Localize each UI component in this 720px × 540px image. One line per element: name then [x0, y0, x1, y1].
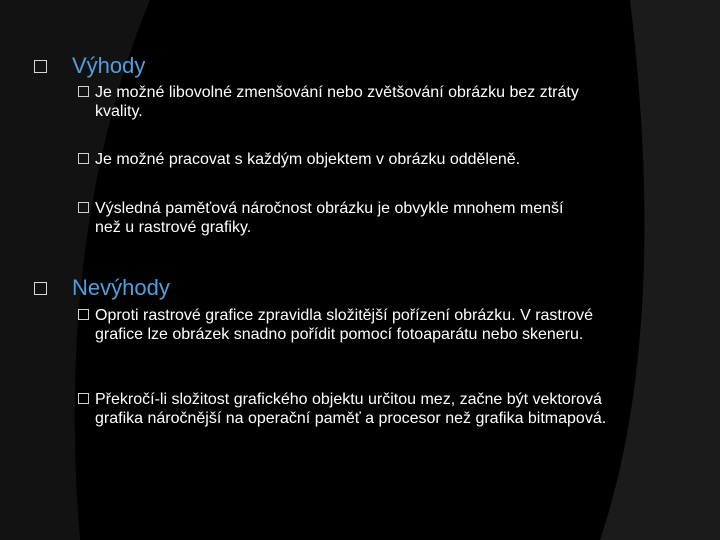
item-bullet-icon: [78, 393, 89, 404]
item-bullet-icon: [78, 309, 89, 320]
section-bullet-icon: [34, 282, 47, 295]
section-heading-disadvantages: Nevýhody: [72, 275, 170, 300]
section-bullet-icon: [34, 60, 47, 73]
item-bullet-icon: [78, 86, 89, 97]
item-bullet-icon: [78, 153, 89, 164]
list-item: Výsledná paměťová náročnost obrázku je obvykle mnohem menší než u rastrové grafiky.: [95, 200, 564, 236]
list-item: Oproti rastrové grafice zpravidla složitější pořízení obrázku. V rastrové grafice lze obrázek snadno pořídit pomocí fotoaparátu nebo skeneru.: [95, 307, 593, 343]
section-heading-advantages: Výhody: [72, 53, 146, 78]
item-bullet-icon: [78, 202, 89, 213]
list-item: Je možné pracovat s každým objektem v obrázku odděleně.: [95, 151, 521, 168]
list-item: Překročí-li složitost grafického objektu určitou mez, začne být vektorová grafika náročnější na operační paměť a procesor než grafika bitmapová.: [95, 391, 607, 427]
list-item: Je možné libovolné zmenšování nebo zvětšování obrázku bez ztráty kvality.: [95, 84, 579, 120]
